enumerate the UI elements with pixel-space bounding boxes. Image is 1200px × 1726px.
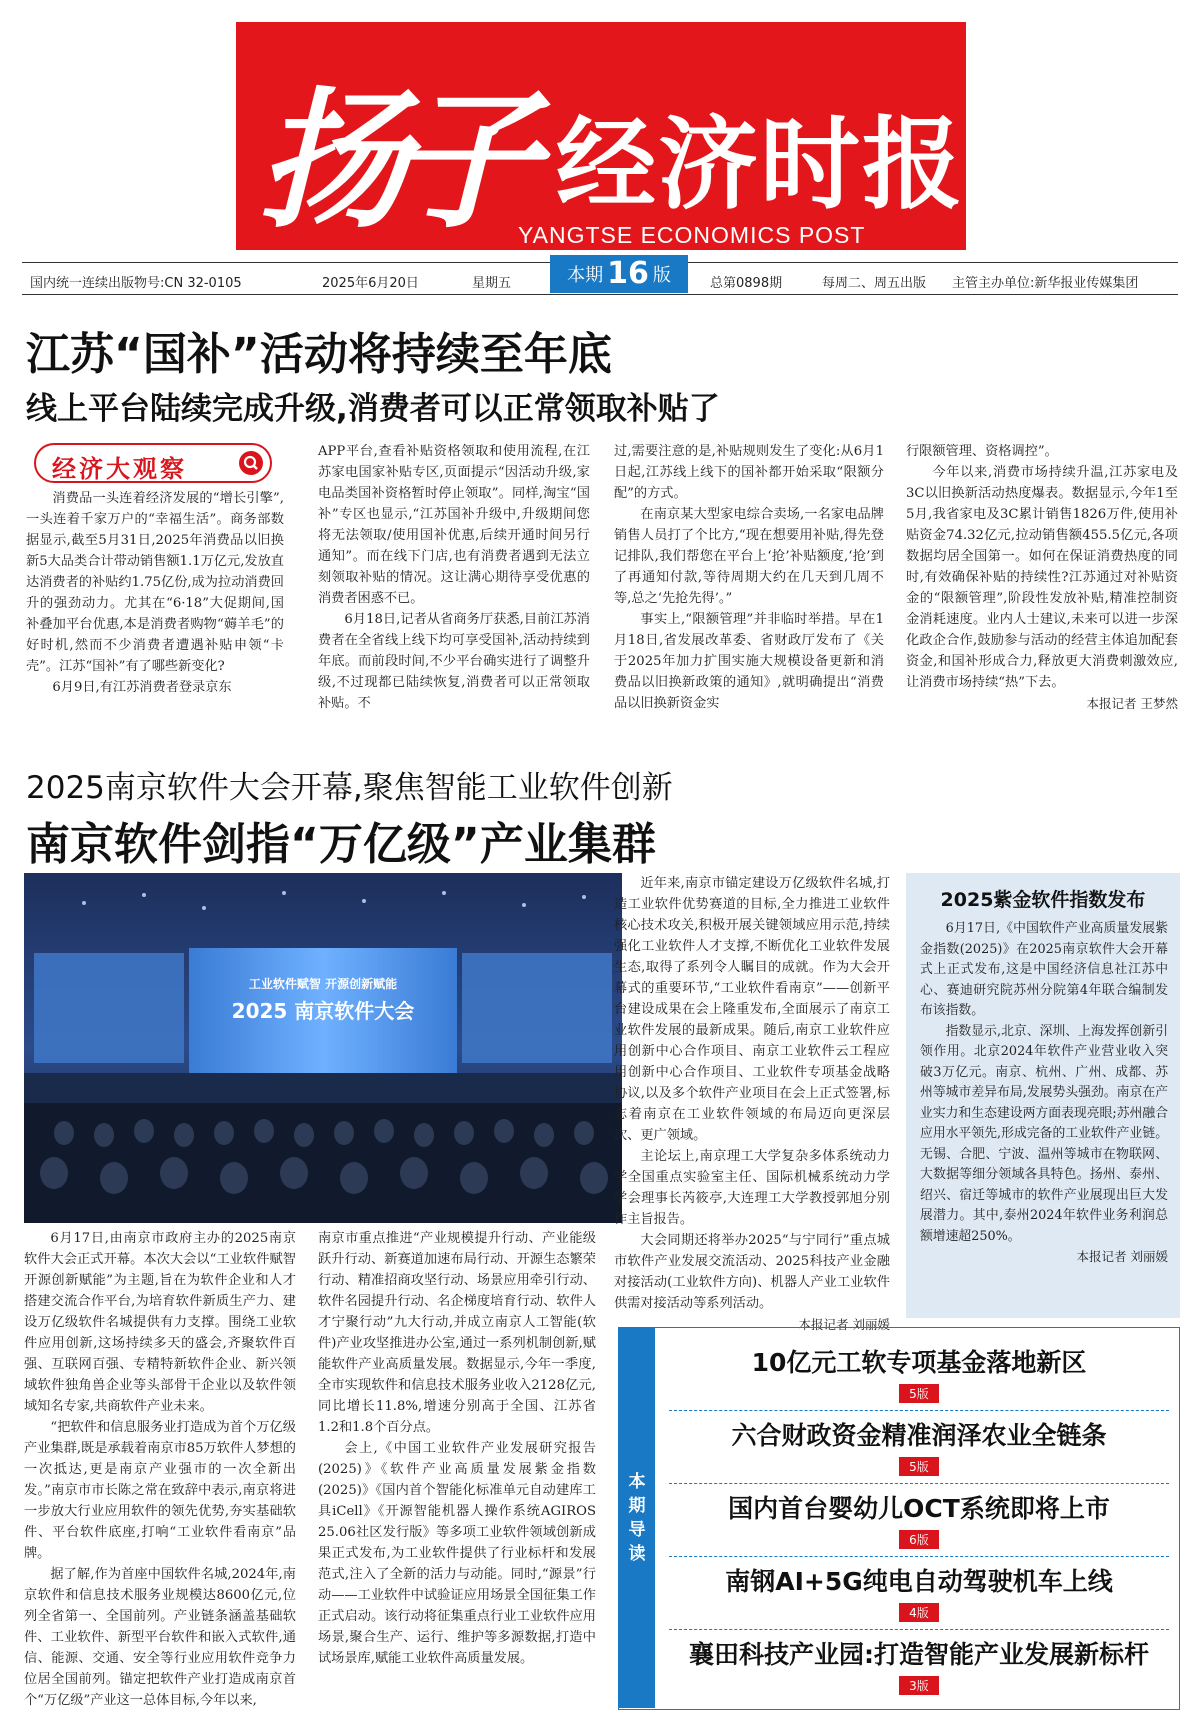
paragraph: 消费品一头连着经济发展的“增长引擎”,一头连着千家万户的“幸福生活”。商务部数据显示,截至5月31日,2025年消费品以旧换新5大品类合计带动销售额1.1万亿元,发放直达消费者的补贴约1.75亿份,成为拉动消费回升的强劲动力。尤其在“6·18”大促期间,国补叠加平台优惠,本是消费者购物“薅羊毛”的好时机,然而不少消费者遭遇补贴申领“卡壳”。江苏“国补”有了哪些新变化? <box>26 491 284 674</box>
paragraph: 大会同期还将举办2025“与宁同行”重点城市软件产业发展交流活动、2025科技产业金融对接活动(工业软件方向)、机器人产业工业软件供需对接活动等系列活动。 <box>614 1233 890 1311</box>
paragraph: APP平台,查看补贴资格领取和使用流程,在江苏家电国家补贴专区,页面提示“因活动升级,家电品类国补资格暂时停止领取”。同样,淘宝“国补”专区也显示,“江苏国补升级中,升级期间您将无法领取/使用国补优惠,后续开通时间另行通知”。而在线下门店,也有消费者遇到无法立刻领取补贴的情况。这让满心期待享受优惠的消费者困惑不已。 <box>318 444 590 606</box>
sidebar-byline: 本报记者 刘丽媛 <box>1076 1249 1168 1264</box>
search-icon <box>239 451 263 475</box>
info-bar <box>22 256 1178 295</box>
sidebar-box <box>906 873 1180 1318</box>
guide-item[interactable] <box>669 1416 1169 1476</box>
paragraph: 行限额管理、资格调控”。 <box>906 444 1058 459</box>
paragraph: 今年以来,消费市场持续升温,江苏家电及3C以旧换新活动热度爆表。数据显示,今年1至5月,我省家电及3C累计销售1826万件,使用补贴资金74.32亿元,拉动销售额455.5亿元,各项数据均居全国第一。如何在保证消费热度的同时,有效确保补贴的持续性?江苏通过对补贴资金的“限额管理”,阶段性发放补贴,精准控制资金消耗速度。业内人士建议,未来可以进一步深化政企合作,鼓励参与活动的经营主体追加配套资金,和国补形成合力,释放更大消费刺激效应,让消费市场持续“热”下去。 <box>906 465 1178 690</box>
issue-guide <box>618 1327 1180 1710</box>
paragraph: 会上,《中国工业软件产业发展研究报告(2025)》《软件产业高质量发展紫金指数(2025)》《国内首个智能化标准单元自动建库工具iCell》《开源智能机器人操作系统AGIROS 25.06社区发行版》等多项工业软件领域创新成果正式发布,为工业软件提供了行业标杆和发展范式,注入了全新的活力与动能。同时,“源景”行动——工业软件中试验证应用场景全国征集工作正式启动。该行动将征集重点行业工业软件应用场景,聚合生产、运行、维护等多源数据,打造中试场景库,赋能工业软件高质量发展。 <box>318 1441 596 1666</box>
masthead-title-calligraphy: 扬子 <box>248 73 557 249</box>
guide-item-title[interactable]: 六合财政资金精准润泽农业全链条 <box>731 1421 1107 1450</box>
story1-column-3 <box>614 441 884 711</box>
issue-date: 2025年6月20日 <box>322 276 419 291</box>
guide-item-page: 6版 <box>899 1530 939 1549</box>
issue-suffix: 版 <box>652 265 671 286</box>
masthead-title: 经济时报 <box>556 106 964 223</box>
masthead-english-title: YANGTSE ECONOMICS POST <box>518 222 866 248</box>
guide-item-title[interactable]: 南钢AI+5G纯电自动驾驶机车上线 <box>725 1567 1113 1596</box>
photo-banner-main: 2025 南京软件大会 <box>231 999 415 1023</box>
paragraph: “把软件和信息服务业打造成为首个万亿级产业集群,既是承载着南京市85万软件人梦想的一次抵达,更是南京产业强市的一次全新出发。”南京市市长陈之常在致辞中表示,南京将进一步放大行业应用软件的领先优势,夯实基础软件、平台软件底座,打响“工业软件看南京”品牌。 <box>24 1420 296 1561</box>
registration-number: 国内统一连续出版物号:CN 32-0105 <box>30 276 242 291</box>
story2-column-2 <box>318 1228 596 1712</box>
paragraph: 南京市重点推进“产业规模提升行动、产业能级跃升行动、新赛道加速布局行动、开源生态繁荣行动、精准招商攻坚行动、场景应用牵引行动、软件名园提升行动、名企梯度培育行动、软件人才宁聚行动”九大行动,并成立南京人工智能(软件)产业攻坚推进办公室,通过一系列机制创新,赋能软件产业高质量发展。数据显示,今年一季度,全市实现软件和信息技术服务业收入2128亿元,同比增长11.8%,增速分别高于全国、江苏省1.2和1.8个百分点。 <box>318 1231 596 1435</box>
story2-kicker: 2025南京软件大会开幕,聚焦智能工业软件创新 <box>26 770 673 806</box>
total-issue: 总第0898期 <box>710 276 783 291</box>
issue-prefix: 本期 <box>567 265 604 286</box>
story2-column-1 <box>24 1228 296 1712</box>
issue-pages-badge <box>550 255 688 293</box>
divider <box>669 1629 1169 1630</box>
paragraph: 6月17日,《中国软件产业高质量发展紫金指数(2025)》在2025南京软件大会开幕式上正式发布,这是中国经济信息社江苏中心、赛迪研究院苏州分院第4年联合编制发布该指数。 <box>920 921 1168 1018</box>
paragraph: 近年来,南京市锚定建设万亿级软件名城,打造工业软件优势赛道的目标,全力推进工业软件核心技术攻关,积极开展关键领域应用示范,持续强化工业软件人才支撑,不断优化工业软件发展生态,取得了系列令人瞩目的成就。作为大会开幕式的重要环节,“工业软件看南京”——创新平台建设成果在会上隆重发布,全面展示了南京工业软件发展的最新成果。随后,南京工业软件应用创新中心合作项目、南京工业软件云工程应用创新中心合作项目、工业软件专项基金战略协议,以及多个软件产业项目在会上正式签署,标志着南京在工业软件领域的布局迈向更深层次、更广领域。 <box>614 876 890 1143</box>
guide-item[interactable] <box>669 1343 1169 1403</box>
guide-item-title[interactable]: 国内首台婴幼儿OCT系统即将上市 <box>728 1494 1110 1523</box>
guide-label <box>619 1328 655 1708</box>
guide-item[interactable] <box>669 1635 1169 1695</box>
story1-headline: 江苏“国补”活动将持续至年底 <box>26 329 612 380</box>
publish-frequency: 每周二、周五出版 <box>822 276 927 291</box>
photo-banner-top: 工业软件赋智 开源创新赋能 <box>248 977 398 991</box>
guide-label-char: 读 <box>628 1544 646 1564</box>
paragraph: 6月18日,记者从省商务厅获悉,目前江苏消费者在全省线上线下均可享受国补,活动持续到年底。而前段时间,不少平台确实进行了调整升级,不过现都已陆续恢复,消费者可以正常领取补贴。不 <box>318 612 590 711</box>
sidebar-title: 2025紫金软件指数发布 <box>940 889 1146 911</box>
guide-item-page: 5版 <box>899 1457 939 1476</box>
guide-item-page: 3版 <box>899 1676 939 1695</box>
story1-column-4 <box>906 441 1178 711</box>
story1-column-1 <box>26 488 284 706</box>
guide-item[interactable] <box>669 1562 1169 1622</box>
story1-column-2 <box>318 441 590 711</box>
guide-item-page: 5版 <box>899 1384 939 1403</box>
story1-subheadline: 线上平台陆续完成升级,消费者可以正常领取补贴了 <box>26 391 720 427</box>
paragraph: 6月9日,有江苏消费者登录京东 <box>52 680 232 695</box>
publisher: 主管主办单位:新华报业传媒集团 <box>952 276 1139 291</box>
guide-item[interactable] <box>669 1489 1169 1549</box>
guide-item-page: 4版 <box>899 1603 939 1622</box>
paragraph: 在南京某大型家电综合卖场,一名家电品牌销售人员打了个比方,“现在想要用补贴,得先登记排队,我们帮您在平台上‘抢’补贴额度,‘抢’到了再通知付款,等待周期大约在几天到几周不等,总之‘先抢先得’。” <box>614 507 884 606</box>
guide-label-char: 导 <box>628 1520 646 1540</box>
story2-byline: 本报记者 刘丽媛 <box>798 1317 890 1332</box>
story2-headline: 南京软件剑指“万亿级”产业集群 <box>26 819 656 870</box>
column-badge-label: 经济大观察 <box>52 455 187 483</box>
divider <box>669 1410 1169 1411</box>
divider <box>669 1483 1169 1484</box>
guide-label-char: 本 <box>628 1472 646 1492</box>
column-badge <box>34 443 272 483</box>
story2-column-3 <box>614 873 890 1332</box>
conference-photo <box>24 873 622 1223</box>
divider <box>669 1556 1169 1557</box>
paragraph: 主论坛上,南京理工大学复杂多体系统动力学全国重点实验室主任、国际机械系统动力学学会理事长芮筱亭,大连理工大学教授郭旭分别作主旨报告。 <box>614 1149 890 1227</box>
paragraph: 过,需要注意的是,补贴规则发生了变化:从6月1日起,江苏线上线下的国补都开始采取“限额分配”的方式。 <box>614 444 884 501</box>
guide-item-title[interactable]: 襄田科技产业园:打造智能产业发展新标杆 <box>689 1640 1149 1669</box>
paragraph: 据了解,作为首座中国软件名城,2024年,南京软件和信息技术服务业规模达8600亿元,位列全省第一、全国前列。产业链条涵盖基础软件、工业软件、新型平台软件和嵌入式软件,通信、能源、交通、安全等行业应用软件竞争力位居全国前列。锚定把软件产业打造成南京首个“万亿级”产业这一总体目标,今年以来, <box>24 1567 296 1708</box>
story1-byline: 本报记者 王梦然 <box>1086 696 1178 711</box>
paragraph: 事实上,“限额管理”并非临时举措。早在1月18日,省发展改革委、省财政厅发布了《关于2025年加力扩围实施大规模设备更新和消费品以旧换新政策的通知》,就明确提出“消费品以旧换新资金实 <box>614 612 884 711</box>
sidebar-body <box>920 919 1168 1309</box>
paragraph: 指数显示,北京、深圳、上海发挥创新引领作用。北京2024年软件产业营业收入突破3万亿元。南京、杭州、广州、成都、苏州等城市差异布局,发展势头强劲。南京在产业实力和生态建设两方面表现亮眼;苏州融合应用水平领先,形成完备的工业软件产业链。无锡、合肥、宁波、温州等城市在物联网、大数据等细分领域各具特色。扬州、泰州、绍兴、宿迁等城市的软件产业展现出巨大发展潜力。其中,泰州2024年软件业务利润总额增速超250%。 <box>920 1023 1168 1244</box>
weekday: 星期五 <box>472 276 512 291</box>
guide-label-char: 期 <box>628 1496 646 1516</box>
guide-item-title[interactable]: 10亿元工软专项基金落地新区 <box>751 1348 1087 1377</box>
issue-page-count: 16 <box>607 256 649 291</box>
masthead <box>236 22 966 250</box>
paragraph: 6月17日,由南京市政府主办的2025南京软件大会正式开幕。本次大会以“工业软件赋智 开源创新赋能”为主题,旨在为软件企业和人才搭建交流合作平台,为培育软件新质生产力、建设万亿级软件名城提供有力支撑。围绕工业软件应用创新,这场持续多天的盛会,齐聚软件百强、互联网百强、专精特新软件企业、新兴领域软件独角兽企业等头部骨干企业以及软件领域知名专家,共商软件产业未来。 <box>24 1231 296 1414</box>
